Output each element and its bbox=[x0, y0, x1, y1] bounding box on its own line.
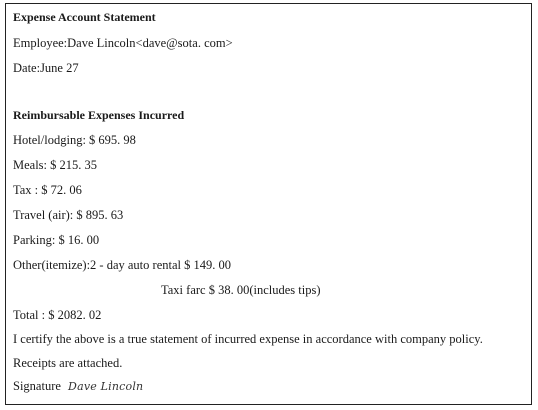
employee-line: Employee:Dave Lincoln<dave@sota. com> bbox=[13, 36, 233, 50]
date-line: Date:June 27 bbox=[13, 61, 79, 75]
expense-parking: Parking: $ 16. 00 bbox=[13, 233, 100, 247]
signature-value: Dave Lincoln bbox=[68, 380, 144, 393]
expense-hotel: Hotel/lodging: $ 695. 98 bbox=[13, 133, 136, 147]
expense-other-auto: Other(itemize):2 - day auto rental $ 149. 00 bbox=[13, 258, 231, 272]
total-line: Total : $ 2082. 02 bbox=[13, 308, 102, 322]
receipts-note: Receipts are attached. bbox=[13, 356, 123, 370]
expense-travel: Travel (air): $ 895. 63 bbox=[13, 208, 124, 222]
expense-other-taxi: Taxi farc $ 38. 00(includes tips) bbox=[161, 283, 321, 297]
document-title: Expense Account Statement bbox=[13, 10, 156, 24]
expense-statement-document bbox=[5, 3, 532, 405]
certification-text: I certify the above is a true statement of incurred expense in accordance with company policy. bbox=[13, 332, 483, 346]
signature-line bbox=[13, 379, 143, 394]
section-heading: Reimbursable Expenses Incurred bbox=[13, 108, 185, 122]
expense-tax: Tax : $ 72. 06 bbox=[13, 183, 82, 197]
expense-meals: Meals: $ 215. 35 bbox=[13, 158, 98, 172]
signature-label: Signature bbox=[13, 379, 61, 393]
